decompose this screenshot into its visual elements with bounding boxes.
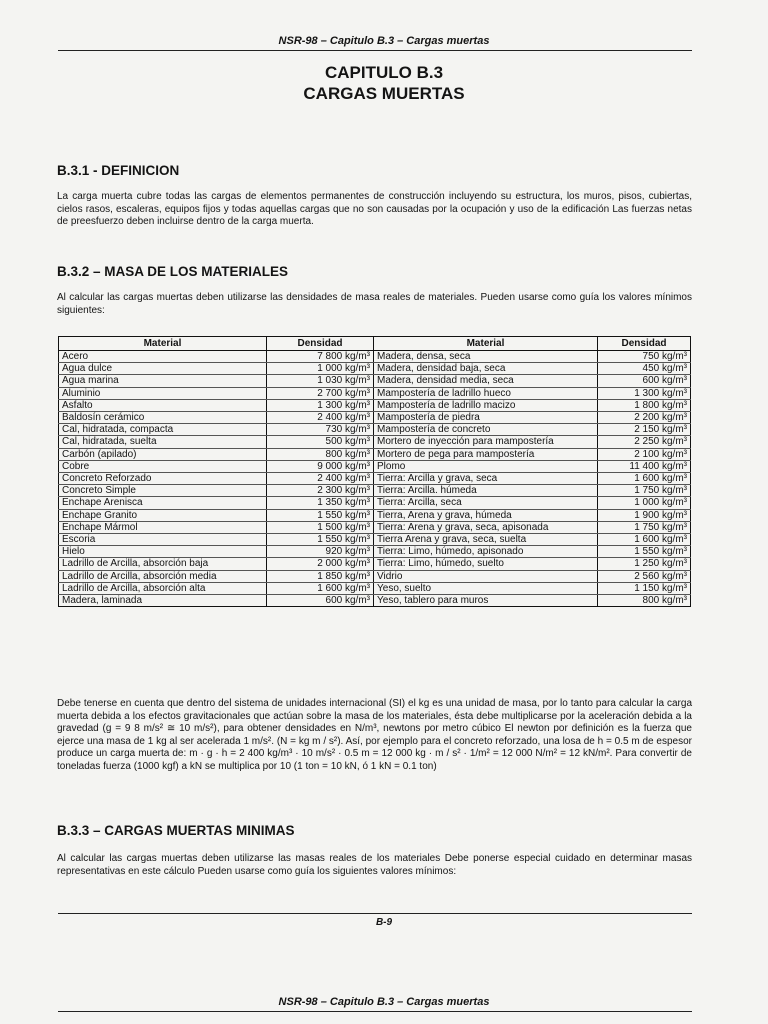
material-cell: Tierra, Arena y grava, húmeda xyxy=(374,509,598,521)
material-cell: Mortero de inyección para mampostería xyxy=(374,436,598,448)
table-row xyxy=(59,534,691,546)
density-cell: 2 560 kg/m³ xyxy=(598,570,691,582)
column-header-densidad: Densidad xyxy=(267,337,374,351)
material-cell: Madera, densa, seca xyxy=(374,351,598,363)
density-cell: 1 500 kg/m³ xyxy=(267,521,374,533)
chapter-number: CAPITULO B.3 xyxy=(324,63,444,82)
density-cell: 1 350 kg/m³ xyxy=(267,497,374,509)
material-cell: Tierra: Arena y grava, seca, apisonada xyxy=(374,521,598,533)
density-cell: 920 kg/m³ xyxy=(267,546,374,558)
material-cell: Madera, densidad media, seca xyxy=(374,375,598,387)
material-cell: Madera, densidad baja, seca xyxy=(374,363,598,375)
density-cell: 2 400 kg/m³ xyxy=(267,473,374,485)
masa-intro-paragraph: Al calcular las cargas muertas deben utilizarse las densidades de masa reales de materiales. Pueden usarse como guía los valores mínimos siguientes: xyxy=(57,292,692,316)
density-cell: 450 kg/m³ xyxy=(598,363,691,375)
page-number: B-9 xyxy=(375,917,393,928)
table-row xyxy=(59,412,691,424)
density-cell: 2 250 kg/m³ xyxy=(598,436,691,448)
material-cell: Asfalto xyxy=(59,399,267,411)
material-cell: Aluminio xyxy=(59,387,267,399)
density-cell: 500 kg/m³ xyxy=(267,436,374,448)
table-row xyxy=(59,509,691,521)
table-row xyxy=(59,497,691,509)
material-cell: Baldosín cerámico xyxy=(59,412,267,424)
material-cell: Concreto Simple xyxy=(59,485,267,497)
density-cell: 1 900 kg/m³ xyxy=(598,509,691,521)
density-cell: 2 200 kg/m³ xyxy=(598,412,691,424)
material-cell: Tierra: Limo, húmedo, suelto xyxy=(374,558,598,570)
density-cell: 7 800 kg/m³ xyxy=(267,351,374,363)
material-cell: Mampostería de piedra xyxy=(374,412,598,424)
material-cell: Carbón (apilado) xyxy=(59,448,267,460)
density-cell: 600 kg/m³ xyxy=(267,595,374,607)
density-cell: 1 800 kg/m³ xyxy=(598,399,691,411)
next-page-header: NSR-98 – Capitulo B.3 – Cargas muertas xyxy=(278,996,490,1008)
material-cell: Madera, laminada xyxy=(59,595,267,607)
density-cell: 1 550 kg/m³ xyxy=(267,509,374,521)
material-cell: Cobre xyxy=(59,460,267,472)
section-heading-minimas: B.3.3 – CARGAS MUERTAS MINIMAS xyxy=(57,823,295,838)
table-row xyxy=(59,582,691,594)
density-cell: 800 kg/m³ xyxy=(598,595,691,607)
material-cell: Enchape Mármol xyxy=(59,521,267,533)
table-row xyxy=(59,436,691,448)
densities-table xyxy=(58,336,691,607)
table-row xyxy=(59,375,691,387)
table-row xyxy=(59,448,691,460)
density-cell: 2 700 kg/m³ xyxy=(267,387,374,399)
material-cell: Cal, hidratada, compacta xyxy=(59,424,267,436)
density-cell: 2 150 kg/m³ xyxy=(598,424,691,436)
table-row xyxy=(59,570,691,582)
material-cell: Mampostería de ladrillo hueco xyxy=(374,387,598,399)
material-cell: Tierra: Limo, húmedo, apisonado xyxy=(374,546,598,558)
table-row xyxy=(59,363,691,375)
material-cell: Tierra: Arcilla, seca xyxy=(374,497,598,509)
material-cell: Agua dulce xyxy=(59,363,267,375)
density-cell: 1 550 kg/m³ xyxy=(267,534,374,546)
density-cell: 1 300 kg/m³ xyxy=(598,387,691,399)
density-cell: 1 850 kg/m³ xyxy=(267,570,374,582)
header-rule xyxy=(58,50,692,51)
material-cell: Plomo xyxy=(374,460,598,472)
material-cell: Ladrillo de Arcilla, absorción baja xyxy=(59,558,267,570)
material-cell: Enchape Arenisca xyxy=(59,497,267,509)
material-cell: Concreto Reforzado xyxy=(59,473,267,485)
chapter-title: CARGAS MUERTAS xyxy=(303,84,465,103)
material-cell: Ladrillo de Arcilla, absorción alta xyxy=(59,582,267,594)
table-row xyxy=(59,399,691,411)
density-cell: 1 000 kg/m³ xyxy=(598,497,691,509)
density-cell: 1 250 kg/m³ xyxy=(598,558,691,570)
table-row xyxy=(59,473,691,485)
density-cell: 2 300 kg/m³ xyxy=(267,485,374,497)
table-header-row xyxy=(59,337,691,351)
density-cell: 2 400 kg/m³ xyxy=(267,412,374,424)
material-cell: Enchape Granito xyxy=(59,509,267,521)
material-cell: Mampostería de ladrillo macizo xyxy=(374,399,598,411)
density-cell: 750 kg/m³ xyxy=(598,351,691,363)
material-cell: Tierra: Arcilla. húmeda xyxy=(374,485,598,497)
table-row xyxy=(59,351,691,363)
density-cell: 9 000 kg/m³ xyxy=(267,460,374,472)
definition-paragraph: La carga muerta cubre todas las cargas de elementos permanentes de construcción incluyendo su estructura, los muros, pisos, cubiertas, cielos rasos, escaleras, equipos fijos y todas aquellas cargas que no son causadas por la ocupación y uso de la edificación Las fuerzas netas de preesfuerzo deben incluirse dentro de la carga muerta. xyxy=(57,191,692,227)
material-cell: Tierra: Arcilla y grava, seca xyxy=(374,473,598,485)
material-cell: Agua marina xyxy=(59,375,267,387)
density-cell: 800 kg/m³ xyxy=(267,448,374,460)
column-header-material: Material xyxy=(59,337,267,351)
density-cell: 1 150 kg/m³ xyxy=(598,582,691,594)
density-cell: 730 kg/m³ xyxy=(267,424,374,436)
table-row xyxy=(59,424,691,436)
table-row xyxy=(59,485,691,497)
table-row xyxy=(59,521,691,533)
density-cell: 2 100 kg/m³ xyxy=(598,448,691,460)
table-row xyxy=(59,460,691,472)
running-header: NSR-98 – Capitulo B.3 – Cargas muertas xyxy=(278,35,490,47)
units-note-paragraph: Debe tenerse en cuenta que dentro del sistema de unidades internacional (SI) el kg es una unidad de masa, por lo tanto para calcular la carga muerta debida a los efectos gravitacionales que actúan sobre la masa de los materiales, ésta debe multiplicarse por la aceleración debida a la gravedad (g = 9 8 m/s² ≅ 10 m/s²), para obtener densidades en N/m³, newtons por metro cúbico El newton por definición es la fuerza que ejerce una masa de 1 kg al ser acelerada 1 m/s². (N = kg m / s²). Así, por ejemplo para el concreto reforzado, una losa de h = 0.5 m de espesor produce un carga muerta de: m · g · h = 2 400 kg/m³ · 10 m/s² · 0.5 m = 12 000 kg · m / s² · 1/m² = 12 000 N/m² = 12 kN/m². Para convertir de toneladas fuerza (1000 kgf) a kN se multiplica por 10 (1 ton = 10 kN, ó 1 kN = 0.1 ton) xyxy=(57,698,692,772)
material-cell: Cal, hidratada, suelta xyxy=(59,436,267,448)
material-cell: Vidrio xyxy=(374,570,598,582)
material-cell: Acero xyxy=(59,351,267,363)
next-page-header-rule xyxy=(58,1011,692,1012)
table-row xyxy=(59,546,691,558)
section-heading-masa: B.3.2 – MASA DE LOS MATERIALES xyxy=(57,264,289,279)
material-cell: Mampostería de concreto xyxy=(374,424,598,436)
material-cell: Escoria xyxy=(59,534,267,546)
minimas-paragraph: Al calcular las cargas muertas deben utilizarse las masas reales de los materiales Debe ponerse especial cuidado en determinar masas representativas en este cálculo Pueden usarse como guía los siguientes valores mínimos: xyxy=(57,853,692,877)
density-cell: 600 kg/m³ xyxy=(598,375,691,387)
density-cell: 1 030 kg/m³ xyxy=(267,375,374,387)
density-cell: 1 300 kg/m³ xyxy=(267,399,374,411)
density-cell: 1 750 kg/m³ xyxy=(598,521,691,533)
material-cell: Yeso, suelto xyxy=(374,582,598,594)
material-cell: Ladrillo de Arcilla, absorción media xyxy=(59,570,267,582)
table-body xyxy=(59,351,691,607)
footer-rule xyxy=(58,913,692,914)
density-cell: 1 600 kg/m³ xyxy=(598,534,691,546)
material-cell: Hielo xyxy=(59,546,267,558)
density-cell: 1 600 kg/m³ xyxy=(598,473,691,485)
density-cell: 11 400 kg/m³ xyxy=(598,460,691,472)
density-cell: 1 600 kg/m³ xyxy=(267,582,374,594)
density-cell: 1 550 kg/m³ xyxy=(598,546,691,558)
table-row xyxy=(59,558,691,570)
density-cell: 1 750 kg/m³ xyxy=(598,485,691,497)
table-row xyxy=(59,387,691,399)
material-cell: Mortero de pega para mampostería xyxy=(374,448,598,460)
material-cell: Tierra Arena y grava, seca, suelta xyxy=(374,534,598,546)
column-header-material-2: Material xyxy=(374,337,598,351)
section-heading-definicion: B.3.1 - DEFINICION xyxy=(57,163,180,178)
material-cell: Yeso, tablero para muros xyxy=(374,595,598,607)
column-header-densidad-2: Densidad xyxy=(598,337,691,351)
density-cell: 2 000 kg/m³ xyxy=(267,558,374,570)
table-row xyxy=(59,595,691,607)
density-cell: 1 000 kg/m³ xyxy=(267,363,374,375)
